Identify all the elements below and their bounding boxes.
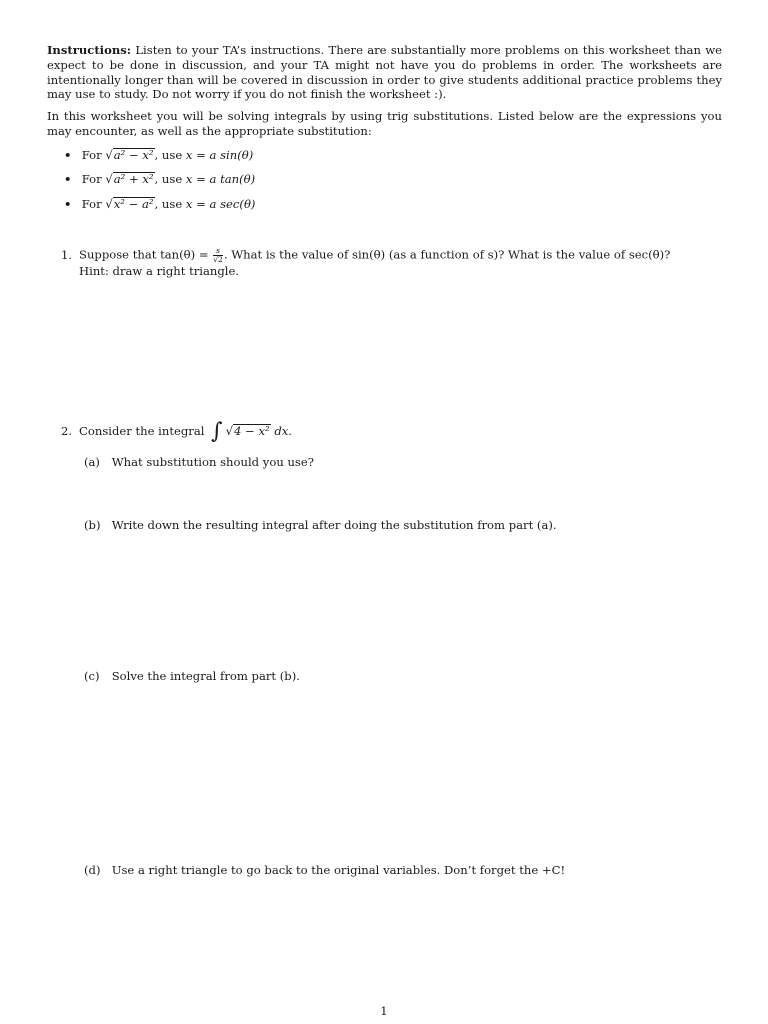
bullet-dot-icon: • [64,197,72,211]
part-text: Solve the integral from part (b). [111,669,300,683]
part-d [84,863,565,878]
problem-1 [61,247,670,264]
problem-1-question: . What is the value of sin(θ) (as a function of s)? What is the value of sec(θ)? [223,247,671,262]
substitution: x = a sin(θ) [185,148,254,162]
fraction-numerator: s [213,247,223,256]
bullet-dot-icon: • [64,172,72,186]
bullet-prefix: For [81,172,102,186]
bullet-suffix: , use [154,172,183,186]
bullet-item-tan [64,172,255,187]
part-label: (d) [84,863,101,877]
page-number: 1 [380,1004,388,1018]
intro-paragraph: In this worksheet you will be solving integrals by using trig substitutions. Listed below are the expressions you may encounter, as well as the appropriate substitution: [47,109,722,138]
instructions-paragraph [47,43,722,102]
instructions-text: Listen to your TA’s instructions. There are substantially more problems on this worksheet than we expect to be done in discussion, and your TA might not have you do problems in order. The worksheets are intentionally longer than will be covered in discussion in order to give students additional practice problems they may use to study. Do not worry if you do not finish the worksheet :). [47,43,722,102]
part-c [84,669,300,684]
substitution: x = a sec(θ) [185,197,256,211]
bullet-suffix: , use [154,197,183,211]
bullet-prefix: For [81,148,102,162]
bullet-item-sin [64,148,253,163]
problem-1-hint: Hint: draw a right triangle. [79,264,240,278]
differential: dx. [274,424,292,438]
sqrt-expression: √a² + x² [105,172,154,186]
problem-2-lead: Consider the integral [79,424,205,438]
part-text: Write down the resulting integral after doing the substitution from part (a). [111,518,557,532]
fraction [213,247,223,264]
bullet-prefix: For [81,197,102,211]
part-text: Use a right triangle to go back to the original variables. Don’t forget the +C! [111,863,566,877]
sqrt-expression: √a² − x² [105,148,154,162]
sqrt-expression: √4 − x² [225,424,270,438]
bullet-suffix: , use [154,148,183,162]
bullet-item-sec [64,197,255,212]
radicand: a² − x² [113,148,154,162]
integral-sign: ∫ [211,419,223,444]
radicand: x² − a² [113,197,154,211]
sqrt-expression: √x² − a² [105,197,154,211]
part-label: (c) [84,669,100,683]
part-label: (b) [84,518,101,532]
problem-number: 2. [61,424,73,438]
fraction-denominator: √2 [213,255,223,264]
radicand: a² + x² [113,172,154,186]
problem-2 [61,419,292,444]
radicand: 4 − x² [233,424,270,438]
problem-1-lead: Suppose that tan(θ) = [79,247,209,262]
instructions-label: Instructions: [47,43,132,57]
part-label: (a) [84,455,100,469]
part-text: What substitution should you use? [111,455,314,469]
bullet-dot-icon: • [64,148,72,162]
substitution: x = a tan(θ) [185,172,256,186]
part-b [84,518,557,533]
part-a [84,455,314,470]
problem-number: 1. [61,247,73,262]
